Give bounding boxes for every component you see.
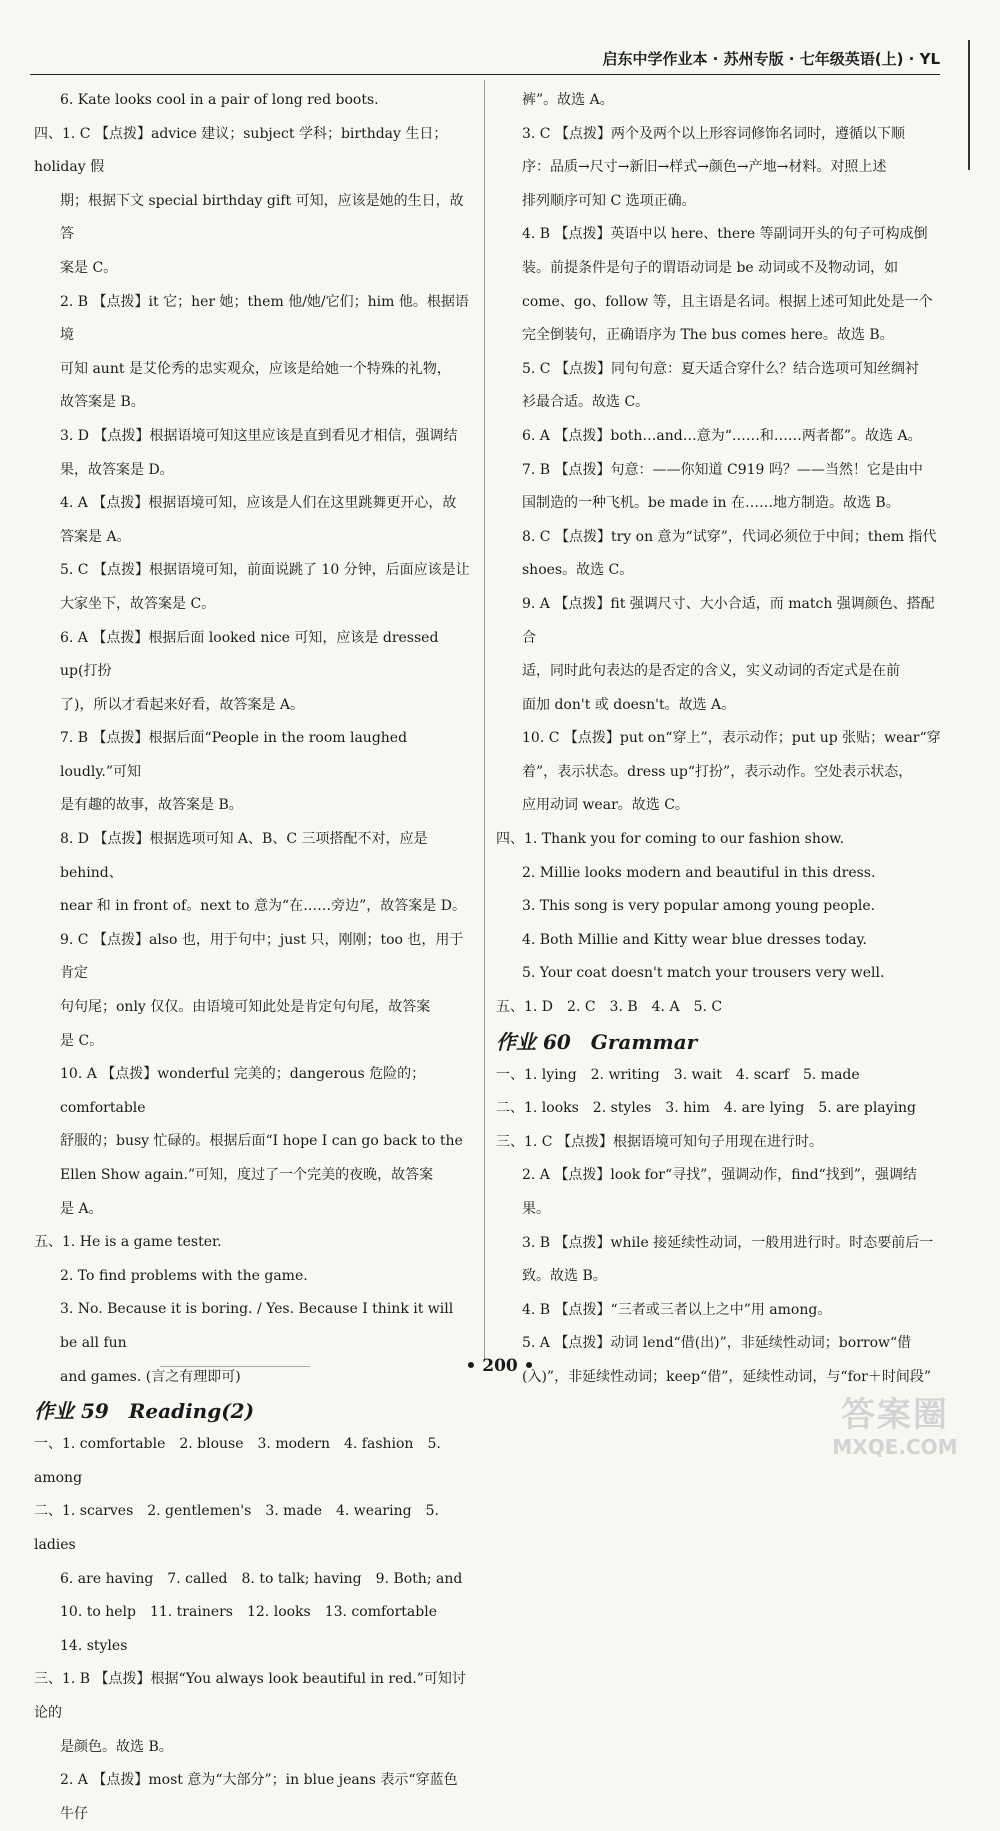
header-rule [30, 74, 940, 75]
answer-line: 2. A 【点拨】most 意为“大部分”；in blue jeans 表示“穿蓝色牛仔 [60, 1772, 458, 1822]
answer-line: come、go、follow 等，且主语是名词。根据上述可知此处是一个 [522, 293, 933, 310]
answer-line: 6. are having 7. called 8. to talk; having 9. Both; and [60, 1570, 463, 1587]
answer-line: 10. C 【点拨】put on“穿上”，表示动作；put up 张贴；wear“穿 [522, 730, 941, 747]
watermark-text: 答案圈 [841, 1395, 949, 1435]
answer-line: 一、1. lying 2. writing 3. wait 4. scarf 5. made [496, 1066, 860, 1083]
answer-line: 3. B 【点拨】while 接延续性动词，一般用进行时。时态要前后一 [522, 1234, 934, 1251]
answer-line: 9. C 【点拨】also 也，用于句中；just 只，刚刚；too 也，用于肯定 [60, 931, 464, 982]
answer-line: 排列顺序可知 C 选项正确。 [522, 192, 696, 209]
answer-line: 序：品质→尺寸→新旧→样式→颜色→产地→材料。对照上述 [522, 159, 887, 176]
answer-line: 6. A 【点拨】both…and…意为“……和……两者都”。故选 A。 [522, 427, 922, 444]
answer-line: 五、1. He is a game tester. [34, 1234, 222, 1251]
answer-line: 6. Kate looks cool in a pair of long red boots. [60, 92, 379, 108]
answer-line: shoes。故选 C。 [522, 562, 634, 579]
answer-line: 5. Your coat doesn't match your trousers very well. [522, 965, 885, 982]
answer-line: 8. C 【点拨】try on 意为“试穿”，代词必须位于中间；them 指代 [522, 528, 937, 545]
answer-line: 五、1. D 2. C 3. B 4. A 5. C [496, 999, 723, 1016]
answer-line: 面加 don't 或 doesn't。故选 A。 [522, 696, 736, 713]
answer-line: 致。故选 B。 [522, 1268, 607, 1285]
section-title: 作业 59 Reading(2) [34, 1399, 255, 1424]
answer-line: 了)，所以才看起来好看，故答案是 A。 [60, 696, 305, 713]
page-edge-line [968, 40, 970, 170]
answer-line: 7. B 【点拨】根据后面“People in the room laughed loudly.”可知 [60, 730, 408, 780]
answer-line: 舒服的；busy 忙碌的。根据后面“I hope I can go back to the [60, 1133, 463, 1150]
answer-line: 案是 C。 [60, 259, 118, 276]
answer-line: 是有趣的故事，故答案是 B。 [60, 797, 243, 814]
answer-line: 国制造的一种飞机。be made in 在……地方制造。故选 B。 [522, 495, 900, 512]
left-column [34, 84, 470, 1831]
answer-line: 2. B 【点拨】it 它；her 她；them 他/她/它们；him 他。根据语境 [60, 293, 469, 344]
answer-line: 10. to help 11. trainers 12. looks 13. comfortable 14. styles [60, 1604, 451, 1654]
answer-line: 3. No. Because it is boring. / Yes. Because I think it will be all fun [60, 1301, 454, 1351]
section-title: 作业 60 Grammar [496, 1029, 698, 1054]
answer-line: 句句尾；only 仅仅。由语境可知此处是肯定句句尾，故答案 [60, 999, 431, 1016]
answer-line: 5. C 【点拨】同句句意：夏天适合穿什么？结合选项可知丝绸衬 [522, 360, 919, 377]
answer-line: 3. This song is very popular among young people. [522, 898, 876, 915]
answer-line: 果，故答案是 D。 [60, 461, 174, 478]
answer-line: 答案是 A。 [60, 528, 131, 545]
answer-line: 一、1. comfortable 2. blouse 3. modern 4. fashion 5. among [34, 1436, 441, 1486]
column-divider [484, 80, 485, 1360]
answer-line: 3. D 【点拨】根据语境可知这里应该是直到看见才相信，强调结 [60, 427, 458, 444]
answer-line: 5. A 【点拨】动词 lend“借(出)”，非延续性动词；borrow“借 [522, 1335, 912, 1352]
answer-line: 7. B 【点拨】句意：——你知道 C919 吗？——当然！它是由中 [522, 461, 923, 478]
answer-line: near 和 in front of。next to 意为“在……旁边”，故答案是 D。 [60, 898, 466, 915]
answer-line: 8. D 【点拨】根据选项可知 A、B、C 三项搭配不对，应是 behind、 [60, 831, 428, 881]
answer-line: 2. A 【点拨】look for“寻找”，强调动作，find“找到”，强调结果。 [522, 1167, 917, 1217]
answer-line: 二、1. looks 2. styles 3. him 4. are lying 5. are playing [496, 1100, 917, 1117]
answer-line: 期；根据下文 special birthday gift 可知，应该是她的生日，故答 [60, 192, 464, 243]
answer-line: 衫最合适。故选 C。 [522, 394, 650, 411]
answer-line: 二、1. scarves 2. gentlemen's 3. made 4. wearing 5. ladies [34, 1503, 439, 1553]
answer-line: 装。前提条件是句子的谓语动词是 be 动词或不及物动词，如 [522, 259, 899, 276]
watermark-logo [800, 1395, 990, 1459]
answer-line: 裤”。故选 A。 [522, 92, 614, 108]
answer-line: 4. B 【点拨】英语中以 here、there 等副词开头的句子可构成倒 [522, 226, 928, 243]
answer-line: 可知 aunt 是艾伦秀的忠实观众，应该是给她一个特殊的礼物， [60, 360, 451, 377]
answer-line: 5. C 【点拨】根据语境可知，前面说跳了 10 分钟，后面应该是让 [60, 562, 470, 579]
answer-line: 2. Millie looks modern and beautiful in this dress. [522, 864, 876, 881]
answer-line: and games. (言之有理即可) [60, 1368, 241, 1385]
answer-line: 4. Both Millie and Kitty wear blue dresses today. [522, 931, 867, 948]
answer-line: 4. A 【点拨】根据语境可知，应该是人们在这里跳舞更开心，故 [60, 495, 457, 512]
answer-line: 四、1. Thank you for coming to our fashion show. [496, 831, 845, 848]
answer-line: 三、1. B 【点拨】根据“You always look beautiful in red.”可知讨论的 [34, 1671, 466, 1721]
answer-line: 是 A。 [60, 1200, 103, 1217]
answer-line: 是 C。 [60, 1032, 104, 1049]
answer-line: 3. C 【点拨】两个及两个以上形容词修饰名词时，遵循以下顺 [522, 125, 905, 142]
answer-line: (入)”，非延续性动词；keep“借”，延续性动词，与“for＋时间段” [522, 1368, 932, 1385]
answer-line: 9. A 【点拨】fit 强调尺寸、大小合适，而 match 强调颜色、搭配合 [522, 595, 935, 646]
answer-line: 三、1. C 【点拨】根据语境可知句子用现在进行时。 [496, 1133, 823, 1150]
answer-line: 4. B 【点拨】“三者或三者以上之中”用 among。 [522, 1301, 832, 1318]
answer-line: 是颜色。故选 B。 [60, 1738, 173, 1755]
answer-line: Ellen Show again.”可知，度过了一个完美的夜晚，故答案 [60, 1167, 434, 1183]
page-header: 启东中学作业本 · 苏州专版 · 七年级英语(上) · YL [602, 50, 940, 68]
answer-line: 完全倒装句，正确语序为 The bus comes here。故选 B。 [522, 327, 894, 344]
answer-line: 6. A 【点拨】根据后面 looked nice 可知，应该是 dressed up(打扮 [60, 629, 439, 680]
watermark-url: MXQE.COM [832, 1435, 958, 1459]
answer-line: 2. To find problems with the game. [60, 1267, 308, 1284]
answer-line: 适，同时此句表达的是否定的含义，实义动词的否定式是在前 [522, 663, 900, 680]
answer-line: 着”，表示状态。dress up“打扮”，表示动作。空处表示状态， [522, 763, 913, 780]
answer-line: 大家坐下，故答案是 C。 [60, 595, 216, 612]
page-number: • 200 • [465, 1356, 535, 1376]
answer-line: 应用动词 wear。故选 C。 [522, 797, 689, 814]
answer-line: 10. A 【点拨】wonderful 完美的；dangerous 危险的；comfortable [60, 1066, 426, 1116]
right-column [496, 84, 942, 1395]
answer-line: 故答案是 B。 [60, 394, 145, 411]
answer-line: 四、1. C 【点拨】advice 建议；subject 学科；birthday 生日；holiday 假 [34, 125, 448, 176]
